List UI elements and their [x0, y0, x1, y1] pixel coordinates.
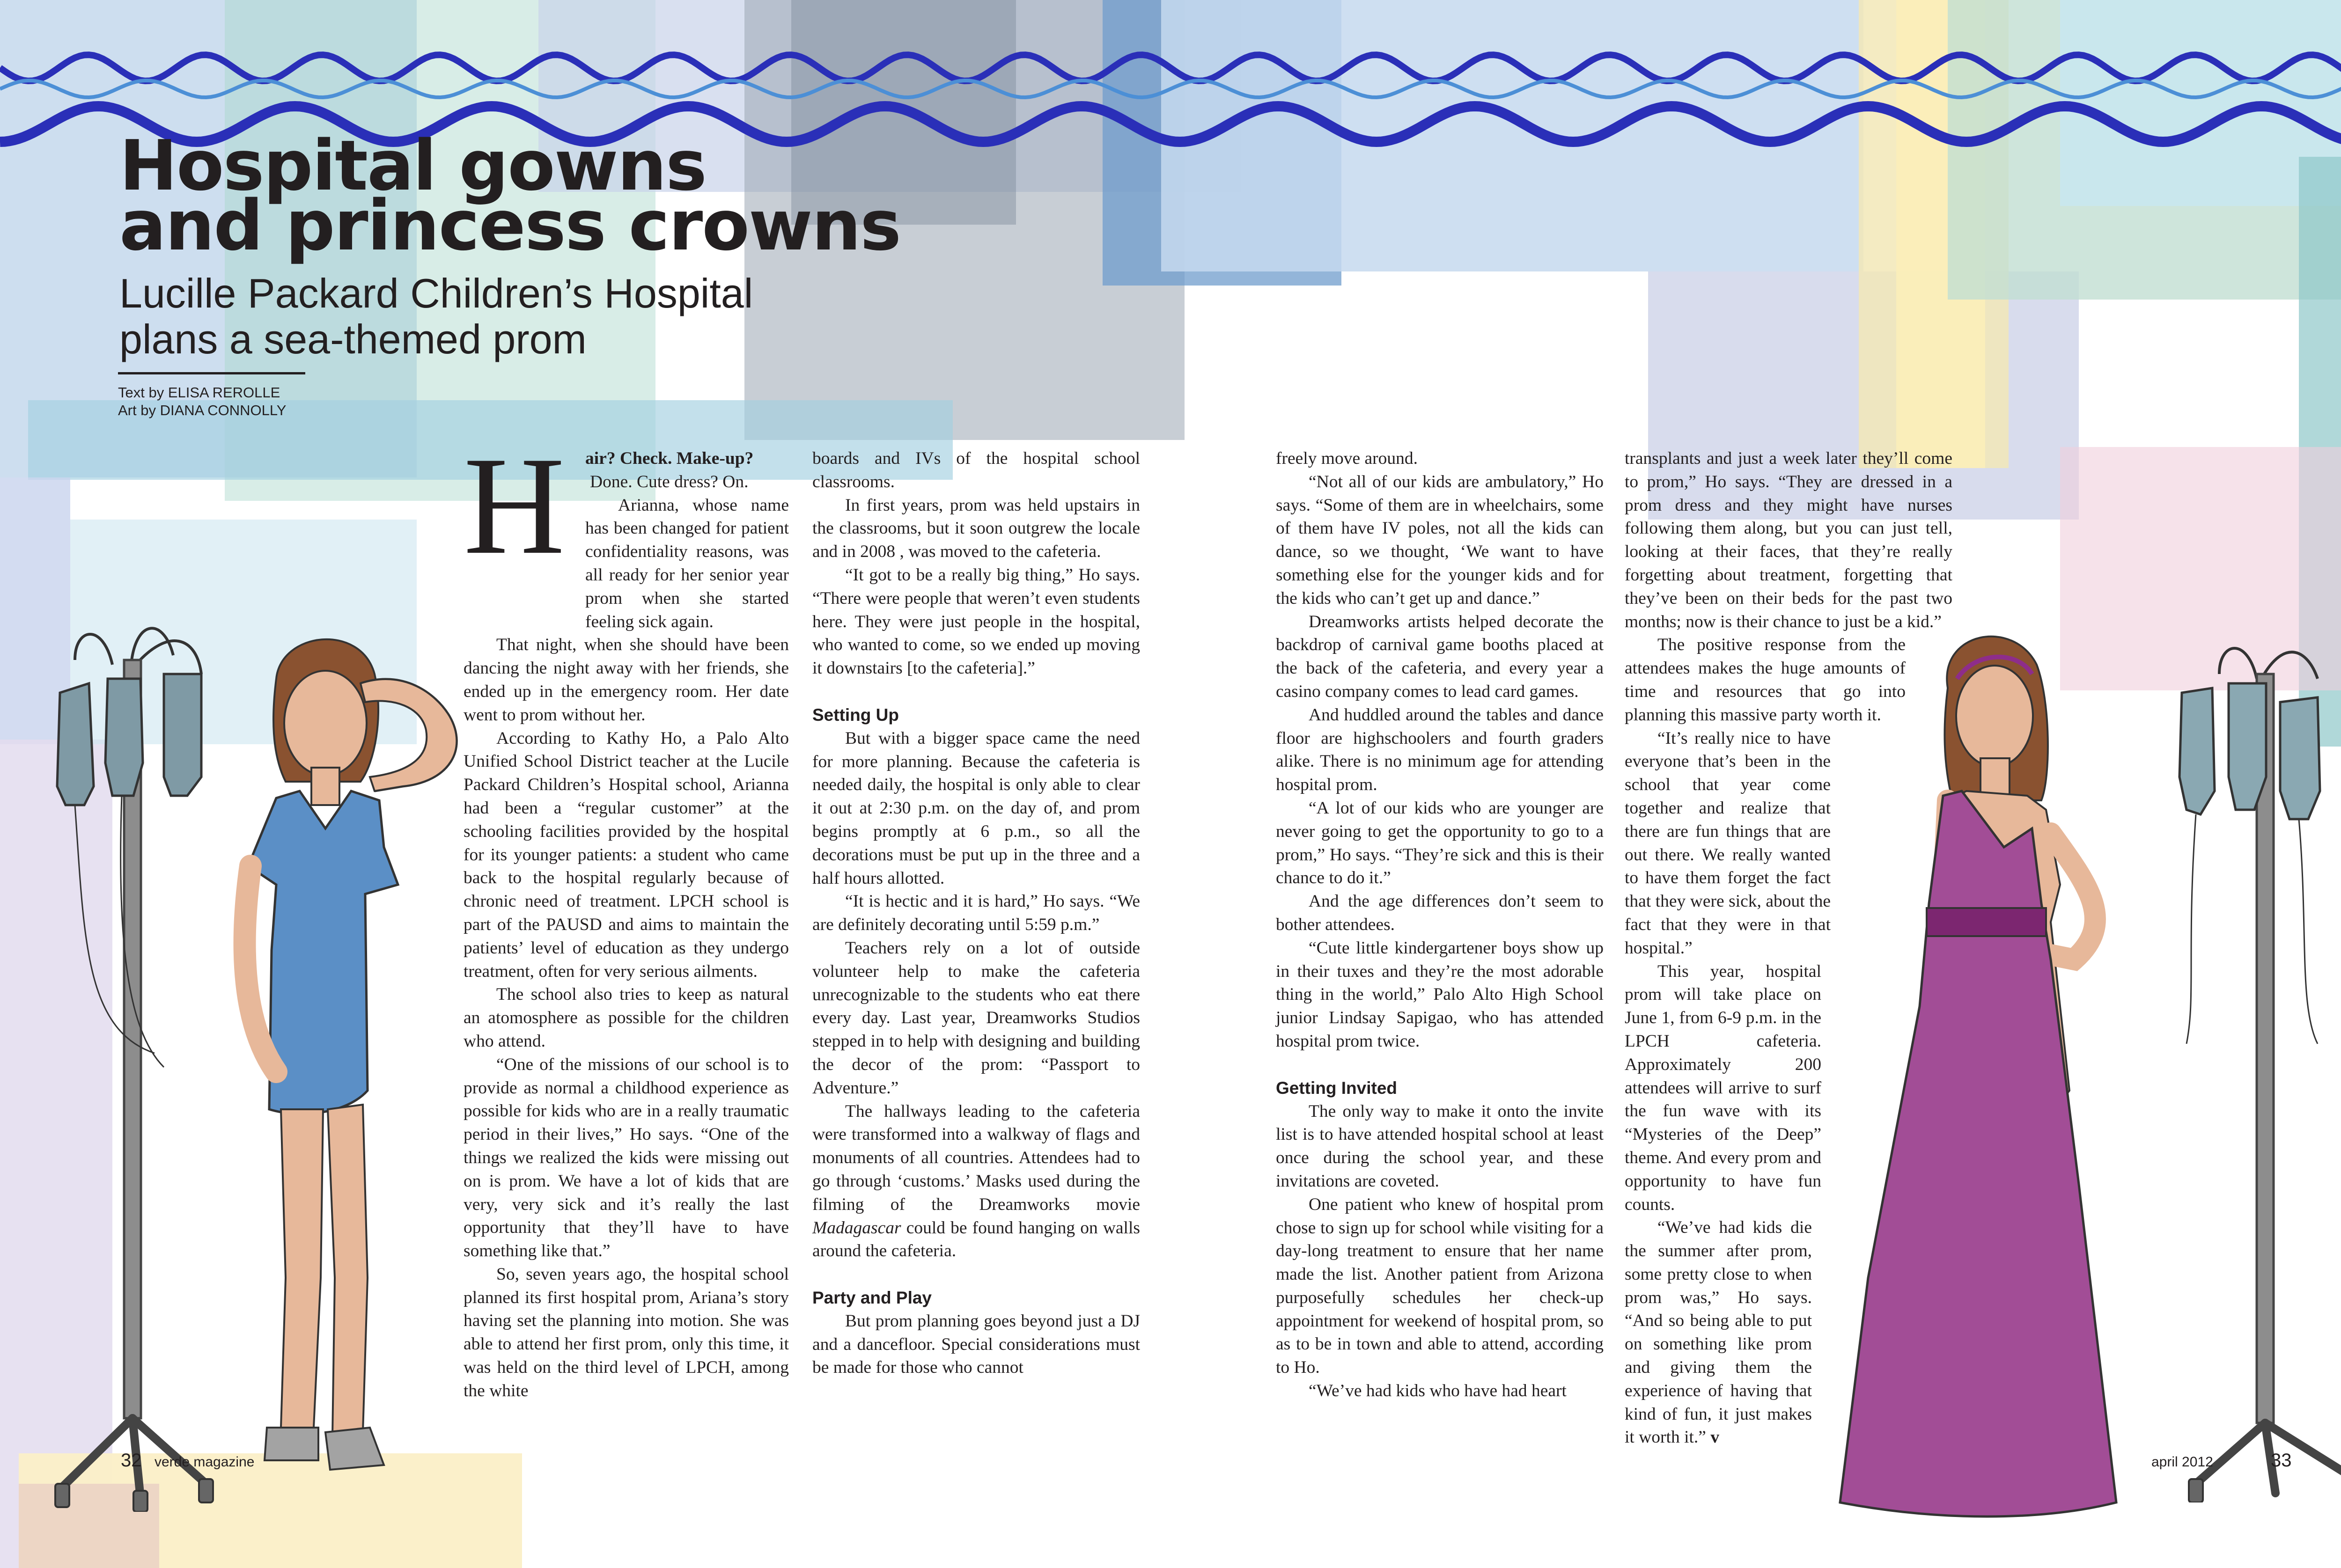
headline — [119, 125, 901, 266]
text-run: The hallways leading to the cafeteria were transformed into a walkway of flags and monuments of all countries. Attendees had to go through ‘customs.’ Masks used during the filming of the Dreamworks movie — [812, 1101, 1140, 1214]
page-number: 33 — [2271, 1450, 2292, 1471]
paragraph: Teachers rely on a lot of outside volunteer help to make the cafeteria unrecognizable to the students who eat there every day. Last year, Dreamworks Studios stepped in to help with designing and building the decor of the prom: “Passport to Adventure.” — [812, 938, 1140, 1098]
paragraph: “Cute little kindergartener boys show up in their tuxes and they’re the most adorable thing in the world,” Palo Alto High School junior Lindsay Sapigao, who has attended hospital prom twice. — [1276, 938, 1604, 1051]
paragraph: So, seven years ago, the hospital school planned its first hospital prom, Ariana’s story having set the planning into motion. She was able to attend her first prom, only this time, it was held on the third level of LPCH, among the white — [464, 1264, 789, 1400]
paragraph: This year, hospital prom will take place on June 1, from 6-9 p.m. in the LPCH cafeteria. Approximately 200 attendees will arrive to surf the fun wave with its “Mysteries of the Deep” theme. And every prom and opportunity to have fun counts. — [1625, 961, 1821, 1214]
page-number: 32 — [121, 1450, 142, 1471]
issue-date: april 2012 — [2151, 1454, 2213, 1470]
paragraph: The positive response from the attendees makes the huge amounts of time and resources that go into planning this massive party worth it. — [1625, 635, 1906, 725]
paragraph — [812, 1100, 1140, 1263]
paragraph: The school also tries to keep as natural an atomosphere as possible for the children who attend. — [464, 985, 789, 1051]
paragraph: But with a bigger space came the need for more planning. Because the cafeteria is needed daily, the hospital is only able to clear it out at 2:30 p.m. on the day of, and prom begins promptly at 6 p.m., so all the decorations must be put up in the three and a half hours allotted. — [812, 728, 1140, 888]
divider — [118, 372, 305, 374]
paragraph: “It’s really nice to have everyone that’s been in the school that year come together and realize that there are fun things that are out there. We really wanted to have them forget the fact that they were sick, about the fact that they were in that hospital.” — [1625, 728, 1831, 958]
section-heading: Party and Play — [812, 1288, 932, 1308]
subhead — [119, 271, 753, 362]
lead-line: Done. Cute dress? On. — [590, 472, 749, 491]
paragraph: According to Kathy Ho, a Palo Alto Unified School District teacher at the Lucile Packard Children’s Hospital school, Arianna had been a “regular customer” at the schooling facilities provided by the hospital for its younger patients: a student who came back to the hospital regularly because of chronic need of treatment. LPCH school is part of the PAUSD and aims to maintain the patients’ level of education as they undergo treatment, often for very serious ailments. — [464, 728, 789, 981]
paragraph: “One of the missions of our school is to provide as normal a childhood experience as possible for kids who are in a really traumatic period in their lives,” Ho says. “One of the things we realized the kids were missing out on is prom. We have a lot of kids that are very, very sick and it’s really the last opportunity that they’ll have to have something like that.” — [464, 1055, 789, 1261]
article-column-3 — [1276, 447, 1604, 1403]
paragraph: Dreamworks artists helped decorate the backdrop of carnival game booths placed at the back of the cafeteria, and every year a casino company comes to lead card games. — [1276, 612, 1604, 701]
text-run: “We’ve had kids die the summer after prom, some pretty close to when prom was,” Ho says. “And so being able to put on something like prom and giving them the experience of having that kind of fun, it just makes it worth it.” — [1625, 1218, 1812, 1447]
headline-line: Hospital gowns — [119, 125, 706, 206]
paragraph: That night, when she should have been dancing the night away with her friends, she ended up in the emergency room. Her date went to prom without her. — [464, 635, 789, 725]
paragraph: transplants and just a week later they’ll come to prom,” Ho says. “They are dressed in a prom dress and they might have nurses following them along, but you can just tell, looking at their faces, that they’re really forgetting about treatment, forgetting that they’ve been on their beds for the past two months; now is their chance to just be a kid.” — [1625, 449, 1952, 631]
paragraph: But prom planning goes beyond just a DJ and a dancefloor. Special considerations must be made for those who cannot — [812, 1311, 1140, 1377]
paragraph: One patient who knew of hospital prom chose to sign up for school while visiting for a day-long treatment to ensure that her name made the list. Another patient from Arizona purposefully schedules her check-up appointment for weekend of hospital prom, so as to be in town and able to attend, according to Ho. — [1276, 1194, 1604, 1377]
paragraph: And huddled around the tables and dance floor are highschoolers and fourth graders alike. There is no minimum age for attending hospital prom. — [1276, 705, 1604, 795]
subhead-line: Lucille Packard Children’s Hospital — [119, 270, 753, 316]
article-column-1 — [464, 447, 789, 1403]
artist-credit: Art by DIANA CONNOLLY — [118, 402, 287, 418]
section-heading: Setting Up — [812, 705, 899, 725]
paragraph: “A lot of our kids who are younger are never going to get the opportunity to go to a prom,” Ho says. “They’re sick and this is their chance to do it.” — [1276, 798, 1604, 888]
paragraph: In first years, prom was held upstairs in the classrooms, but it soon outgrew the locale and in 2008 , was moved to the cafeteria. — [812, 495, 1140, 562]
section-heading: Getting Invited — [1276, 1078, 1397, 1098]
paragraph: Arianna, whose name has been changed for patient confidentiality reasons, was all ready for her senior year prom when she started feeling sick again. — [585, 495, 789, 631]
article-column-4 — [1625, 447, 1952, 1449]
paragraph — [1625, 1216, 1952, 1449]
headline-line: and princess crowns — [119, 185, 901, 266]
subhead-line: plans a sea-themed prom — [119, 316, 587, 362]
paragraph: The only way to make it onto the invite list is to have attended hospital school at least once during the school year, and these invitations are coveted. — [1276, 1101, 1604, 1191]
paragraph: And the age differences don’t seem to bother attendees. — [1276, 892, 1604, 934]
paragraph: “We’ve had kids who have had heart — [1309, 1381, 1567, 1401]
drop-cap: H — [464, 428, 565, 583]
paragraph: “It got to be a really big thing,” Ho says. “There were people that weren’t even students here. They were just people in the hospital, who wanted to come, so we ended up moving it downstairs [to the cafeteria].” — [812, 565, 1140, 678]
credits — [118, 384, 286, 419]
writer-credit: Text by ELISA REROLLE — [118, 384, 280, 401]
text-run: could be found hanging on walls around the cafeteria. — [812, 1218, 1140, 1261]
lead-line: air? Check. Make-up? — [585, 449, 754, 468]
paragraph: “It is hectic and it is hard,” Ho says. “We are definitely decorating until 5:59 p.m.” — [812, 892, 1140, 935]
magazine-name: verde magazine — [155, 1454, 255, 1470]
article-column-2 — [812, 447, 1140, 1379]
paragraph: freely move around. — [1276, 449, 1418, 468]
paragraph: “Not all of our kids are ambulatory,” Ho says. “Some of them are in wheelchairs, some of them have IV poles, not all the kids can dance, so we thought, ‘We want to have something else for the younger kids and for the kids who can’t get up and dance.” — [1276, 472, 1604, 608]
paragraph: boards and IVs of the hospital school classrooms. — [812, 449, 1140, 491]
end-mark: v — [1710, 1428, 1720, 1447]
movie-title: Madagascar — [812, 1218, 901, 1238]
